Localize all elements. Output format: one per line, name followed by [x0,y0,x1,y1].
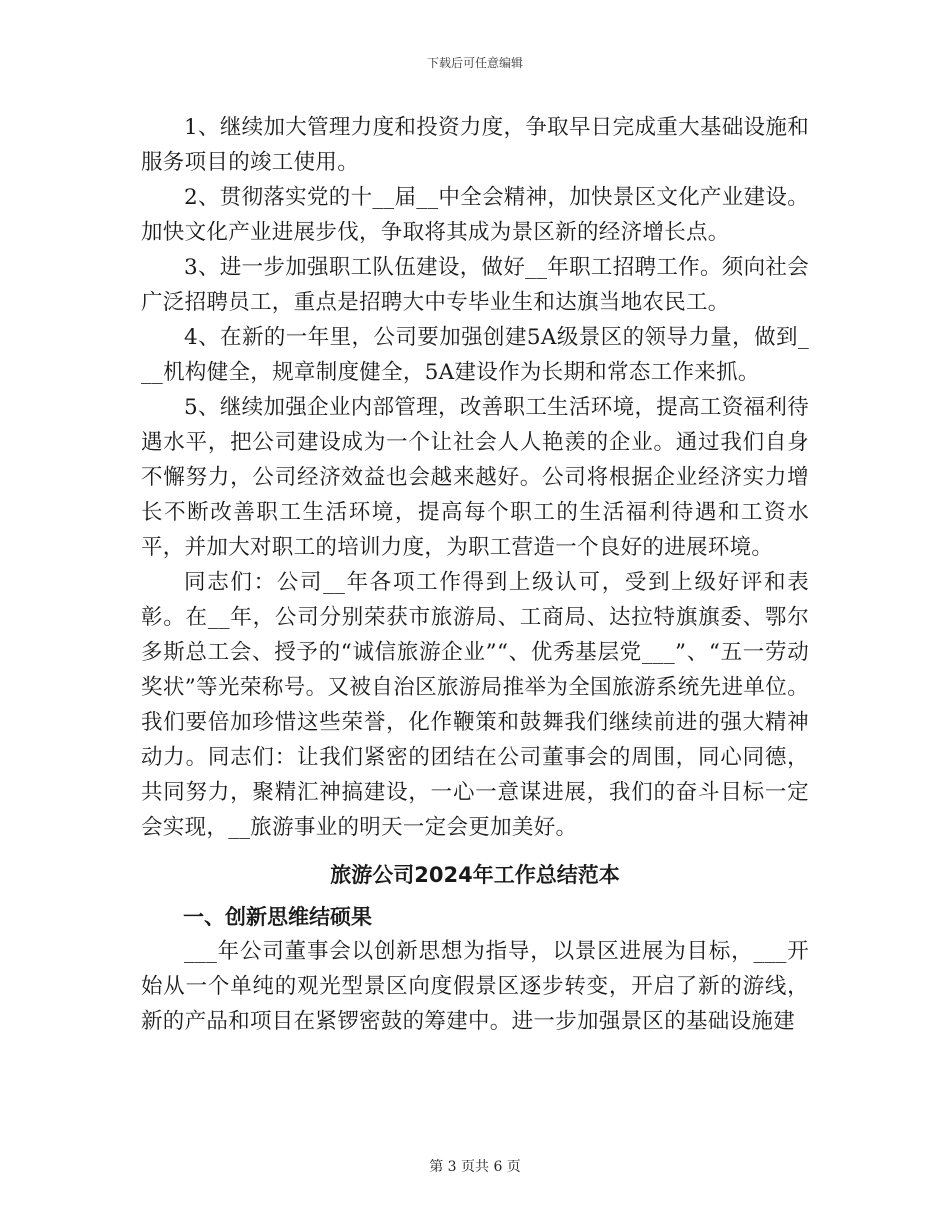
paragraph-item-2: 2、贯彻落实党的十__届__中全会精神，加快景区文化产业建设。加快文化产业进展步伐，争取将其成为景区新的经济增长点。 [141,185,809,245]
paragraph-item-5: 5、继续加强企业内部管理，改善职工生活环境，提高工资福利待遇水平，把公司建设成为一个让社会人人艳羡的企业。通过我们自身不懈努力，公司经济效益也会越来越好。公司将根据企业经济实力增长不断改善职工生活环境，提高每个职工的生活福利待遇和工资水平，并加大对职工的培训力度，为职工营造一个良好的进展环境。 [141,395,809,560]
page-header-note: 下载后可任意编辑 [426,56,523,70]
page-number: 第 3 页共 6 页 [429,1159,521,1175]
paragraph-item-1: 1、继续加大管理力度和投资力度，争取早日完成重大基础设施和服务项目的竣工使用。 [141,115,809,175]
document-title: 旅游公司2024年工作总结范本 [330,863,620,887]
section-heading: 一、创新思维结硕果 [183,905,372,929]
section-paragraph: ___年公司董事会以创新思想为指导，以景区进展为目标，___开始从一个单纯的观光型景区向度假景区逐步转变，开启了新的游线，新的产品和项目在紧锣密鼓的筹建中。进一步加强景区的基础设施建 [141,939,809,1034]
paragraph-item-3: 3、进一步加强职工队伍建设，做好__年职工招聘工作。须向社会广泛招聘员工，重点是招聘大中专毕业生和达旗当地农民工。 [141,255,809,315]
document-body [141,110,809,1039]
paragraph-item-4: 4、在新的一年里，公司要加强创建5A级景区的领导力量，做到___机构健全，规章制度健全，5A建设作为长期和常态工作来抓。 [141,325,809,385]
paragraph-closing: 同志们：公司__年各项工作得到上级认可，受到上级好评和表彰。在__年，公司分别荣获市旅游局、工商局、达拉特旗旗委、鄂尔多斯总工会、授予的“诚信旅游企业”“、优秀基层党___”、“五一劳动奖状”等光荣称号。又被自治区旅游局推举为全国旅游系统先进单位。我们要倍加珍惜这些荣誉，化作鞭策和鼓舞我们继续前进的强大精神动力。同志们：让我们紧密的团结在公司董事会的周围，同心同德，共同努力，聚精汇神搞建设，一心一意谋进展，我们的奋斗目标一定会实现，__旅游事业的明天一定会更加美好。 [141,570,809,840]
